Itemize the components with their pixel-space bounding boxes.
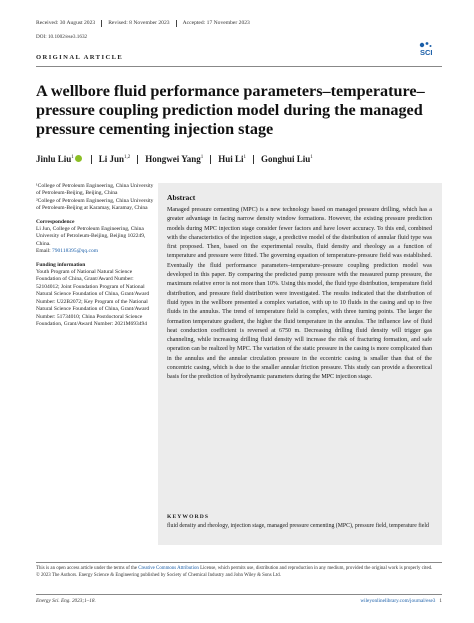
funding-heading: Funding information (36, 261, 86, 268)
author-name[interactable]: Gonghui Liu$^1$ (261, 154, 313, 164)
journal-url-link[interactable]: wileyonlinelibrary.com/journal/ese3 (360, 598, 436, 604)
article-dates (36, 20, 438, 27)
author-name[interactable]: Jinlu Liu$^1$ (36, 154, 84, 164)
copyright-line: © 2023 The Authors. Energy Science & Engineering published by Society of Chemical Industry and John Wiley & Sons Ltd. (36, 572, 281, 578)
author-name[interactable]: Hongwei Yang$^1$ (145, 154, 204, 164)
divider (176, 20, 177, 27)
correspondence-text: Li Jun, College of Petroleum Engineering, China University of Petroleum-Beijing, Beijing 102249, China. (36, 226, 146, 247)
abstract-heading: Abstract (167, 193, 196, 202)
left-column (36, 183, 156, 334)
funding-text: Youth Program of National Natural Science Foundation of China, Grant/Award Number: 52104012; Joint Foundation Program of National Natural Science Foundation of China, Grant/Award Number: U22B2072; Key Program of the National Natural Science Foundation of China, Grant/Award Number: 51734010; China Postdoctoral Science Foundation, Grant/Award Number: 2021M693494 (36, 269, 150, 327)
author-separator (91, 155, 92, 164)
correspondence-email-row (36, 248, 156, 255)
correspondence-heading: Correspondence (36, 218, 75, 225)
author-separator (253, 155, 254, 164)
license-text: This is an open access article under the terms of the (36, 566, 139, 571)
author-name[interactable]: Li Jun$^{1,2}$ (98, 154, 131, 164)
divider (101, 20, 102, 27)
article-type: ORIGINAL ARTICLE (36, 54, 124, 61)
revised-date: Revised: 8 November 2023 (108, 20, 170, 26)
author-affiliation-sup: 1 (71, 155, 74, 160)
doi[interactable]: DOI: 10.1002/ese3.1632 (36, 34, 88, 40)
author-separator (210, 155, 211, 164)
affiliation-1: ¹College of Petroleum Engineering, China University of Petroleum-Beijing, Beijing, China (36, 183, 154, 197)
author-name[interactable]: Hui Li$^1$ (218, 154, 246, 164)
logo-dot (430, 45, 432, 47)
affiliations (36, 183, 156, 213)
logo-dot (426, 42, 429, 45)
keywords-text: fluid density and rheology, injection stage, managed pressure cementing (MPC), pressure field, temperature field (167, 523, 429, 529)
keywords-heading: KEYWORDS (167, 514, 210, 520)
funding (36, 262, 156, 329)
license-notice (36, 566, 442, 580)
page-number: 1 (439, 598, 442, 604)
author-separator (137, 155, 138, 164)
logo-text: SCI (420, 48, 433, 57)
logo-dot (420, 43, 424, 47)
journal-citation: Energy Sci. Eng. 2023;1–18. (36, 598, 96, 604)
email-label: Email: (36, 248, 51, 255)
footer-right (300, 598, 442, 604)
abstract-text: Managed pressure cementing (MPC) is a new technology based on managed pressure drilling, which has a greater advantage in facing narrow density window formations. However, the existing pressure prediction models during MPC injection stage consider fewer factors and have lower accuracy. To this end, combined with the characteristics of the injection stage, a predictive model of the distribution of annular fluid type was first proposed. Then, based on the experimental results, fluid density and rheology as a function of temperature and pressure were fitted. The governing equation of temperature-pressure field was established. Eventually the fluid performance parameters–temperature–pressure coupling prediction model was developed in this paper. By comparing the predicted pump pressure with the measured pump pressure, the maximum relative error is not more than 10%. Using this model, the fluid type distribution, temperature field distribution, and pressure field distribution were investigated. The results indicated that the distribution of fluid types in the wellbore presented a complex variation, with up to 10 fluids in the casing and up to five fluids in the annulus. The trend of temperature field is complex, with three turning points. The larger the formation temperature gradient, the higher the fluid temperature in the annulus. The influence law of fluid heat conduction coefficient is reversed at 6750 m. Decreasing drilling fluid density will trigger gas channeling, while increasing drilling fluid density will increase the risk of fracturing formation, and safe operation can be realized by MPC. The variation of the static pressure in the casing is more complicated than in the annulus and the annular circulation pressure in the eccentric casing is smaller than that of the concentric casing, which is due to the smaller annular friction pressure. This study can provide a theoretical basis for the prediction of hydrodynamic parameters during the MPC injection stage. (167, 207, 432, 381)
article-title: A wellbore fluid performance parameters–temperature–pressure coupling prediction model during the managed pressure cementing injection stage (36, 82, 425, 138)
author-affiliation-sup: 1 (310, 155, 313, 160)
author-affiliation-sup: 1,2 (124, 155, 131, 160)
divider (36, 562, 442, 563)
author-list (36, 154, 446, 164)
license-line-1 (36, 566, 442, 573)
license-text: License, which permits use, distribution and reproduction in any medium, provided the original work is properly cited. (198, 566, 433, 571)
orcid-icon[interactable] (75, 155, 82, 162)
author-affiliation-sup: 1 (243, 155, 246, 160)
received-date: Received: 30 August 2023 (36, 20, 96, 26)
author-affiliation-sup: 1 (200, 155, 204, 160)
correspondence (36, 219, 156, 256)
divider (36, 66, 442, 67)
divider (36, 594, 442, 595)
cc-license-link[interactable]: Creative Commons Attribution (138, 566, 199, 571)
email-link[interactable]: 790118395@qq.com (52, 248, 99, 255)
sci-logo (416, 40, 442, 58)
affiliation-2: ²College of Petroleum Engineering, China University of Petroleum-Beijing at Karamay, Karamay, China (36, 197, 154, 212)
accepted-date: Accepted: 17 November 2023 (182, 20, 250, 26)
